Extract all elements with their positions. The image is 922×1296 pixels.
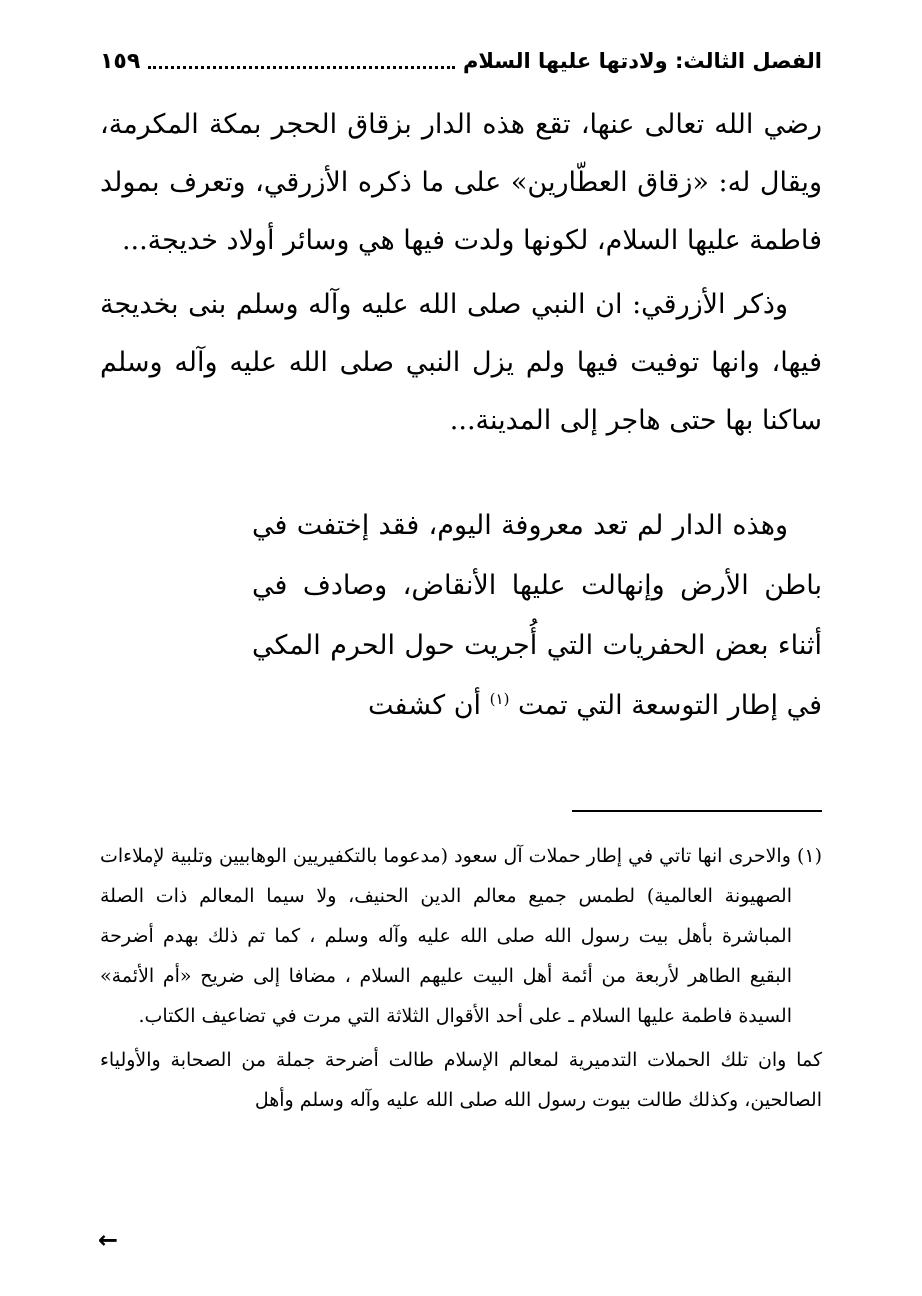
paragraph-3 [252, 496, 822, 736]
paragraph-3-text: وهذه الدار لم تعد معروفة اليوم، فقد إختفت في باطن الأرض وإنهالت عليها الأنقاض، وصادف في أثناء بعض الحفريات التي أُجريت حول الحرم المكي في إطار التوسعة التي تمت [252, 510, 822, 721]
continuation-arrow-icon: ← [98, 1226, 119, 1254]
paragraph-2: وذكر الأزرقي: ان النبي صلى الله عليه وآله وسلم بنى بخديجة فيها، وانها توفيت فيها ولم يزل النبي صلى الله عليه وآله وسلم ساكنا بها حتى هاجر إلى المدينة... [100, 289, 822, 436]
chapter-title: الفصل الثالث: ولادتها عليها السلام [462, 49, 822, 73]
paragraph-1: رضي الله تعالى عنها، تقع هذه الدار بزقاق الحجر بمكة المكرمة، ويقال له: «زقاق العطّارين» على ما ذكره الأزرقي، وتعرف بمولد فاطمة عليها السلام، لكونها ولدت فيها هي وسائر أولاد خديجة... [100, 109, 822, 256]
running-header [100, 44, 822, 78]
paragraph-3-end: أن كشفت [368, 690, 482, 721]
footnote-reference: (١) [489, 690, 510, 708]
body-text-full-width [100, 96, 822, 450]
dotted-leader [148, 66, 455, 69]
footnote-separator [572, 810, 822, 812]
footnote-1-continued: كما وان تلك الحملات التدميرية لمعالم الإسلام طالت أضرحة جملة من الصحابة والأولياء الصالحين، وكذلك طالت بيوت رسول الله صلى الله عليه وآله وسلم وأهل [100, 1049, 822, 1111]
footnotes [100, 836, 822, 1120]
page-number: ١٥٩ [100, 48, 141, 74]
footnote-1: (١) والاحرى انها تاتي في إطار حملات آل سعود (مدعوما بالتكفيريين الوهابيين وتلبية لإملاءات الصهيونة العالمية) لطمس جميع معالم الدين الحنيف، ولا سيما المعالم ذات الصلة المباشرة بأهل بيت رسول الله صلى الله عليه وآله وسلم ، كما تم ذلك بهدم أضرحة البقيع الطاهر لأربعة من أئمة أهل البيت عليهم السلام ، مضافا إلى ضريح «أم الأئمة» السيدة فاطمة عليها السلام ـ على أحد الأقوال الثلاثة التي مرت في تضاعيف الكتاب. [100, 845, 822, 1027]
body-text-narrow [252, 496, 822, 736]
